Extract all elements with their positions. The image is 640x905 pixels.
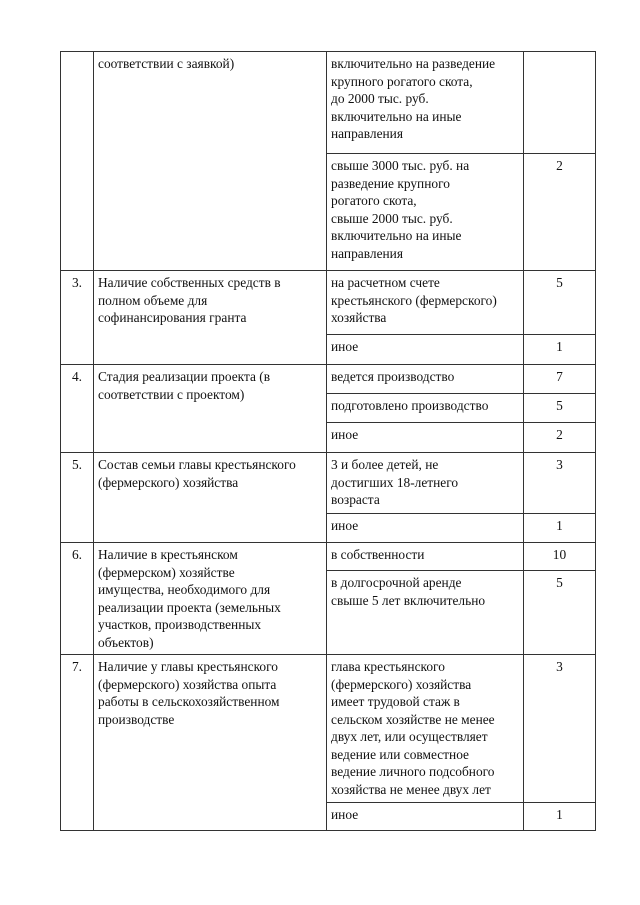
row-number [61, 52, 94, 271]
criterion-cell: Наличие в крестьянском (фермерском) хозяйстве имущества, необходимого для реализации проекта (земельных участков, производственных объектов) [94, 543, 327, 655]
option-cell: иное [327, 423, 524, 453]
option-cell: иное [327, 803, 524, 831]
score-cell: 3 [524, 453, 596, 514]
row-number: 3. [61, 271, 94, 365]
score-cell: 5 [524, 271, 596, 335]
score-cell [524, 52, 596, 154]
criterion-cell: Состав семьи главы крестьянского (фермерского) хозяйства [94, 453, 327, 543]
table-row [61, 543, 596, 571]
option-cell: иное [327, 335, 524, 365]
criterion-cell: Стадия реализации проекта (в соответствии с проектом) [94, 365, 327, 453]
option-cell: свыше 3000 тыс. руб. на разведение крупного рогатого скота, свыше 2000 тыс. руб. включительно на иные направления [327, 154, 524, 271]
row-number: 6. [61, 543, 94, 655]
option-cell: включительно на разведение крупного рогатого скота, до 2000 тыс. руб. включительно на иные направления [327, 52, 524, 154]
score-cell: 5 [524, 571, 596, 655]
option-cell: подготовлено производство [327, 394, 524, 423]
score-cell: 10 [524, 543, 596, 571]
option-cell: ведется производство [327, 365, 524, 394]
table-row [61, 52, 596, 154]
row-number: 5. [61, 453, 94, 543]
option-cell: в собственности [327, 543, 524, 571]
criteria-table [60, 51, 596, 831]
score-cell: 1 [524, 335, 596, 365]
score-cell: 1 [524, 514, 596, 543]
score-cell: 2 [524, 154, 596, 271]
criterion-cell: соответствии с заявкой) [94, 52, 327, 271]
row-number: 4. [61, 365, 94, 453]
table-row [61, 453, 596, 514]
table-row [61, 365, 596, 394]
row-number: 7. [61, 655, 94, 831]
score-cell: 1 [524, 803, 596, 831]
criterion-cell: Наличие у главы крестьянского (фермерского) хозяйства опыта работы в сельскохозяйственном производстве [94, 655, 327, 831]
criterion-cell: Наличие собственных средств в полном объеме для софинансирования гранта [94, 271, 327, 365]
table-row [61, 271, 596, 335]
score-cell: 7 [524, 365, 596, 394]
option-cell: в долгосрочной аренде свыше 5 лет включительно [327, 571, 524, 655]
option-cell: 3 и более детей, не достигших 18-летнего возраста [327, 453, 524, 514]
score-cell: 3 [524, 655, 596, 803]
option-cell: глава крестьянского (фермерского) хозяйства имеет трудовой стаж в сельском хозяйстве не менее двух лет, или осуществляет ведение или совместное ведение личного подсобного хозяйства не менее двух лет [327, 655, 524, 803]
option-cell: на расчетном счете крестьянского (фермерского) хозяйства [327, 271, 524, 335]
option-cell: иное [327, 514, 524, 543]
table-row [61, 655, 596, 803]
score-cell: 5 [524, 394, 596, 423]
score-cell: 2 [524, 423, 596, 453]
